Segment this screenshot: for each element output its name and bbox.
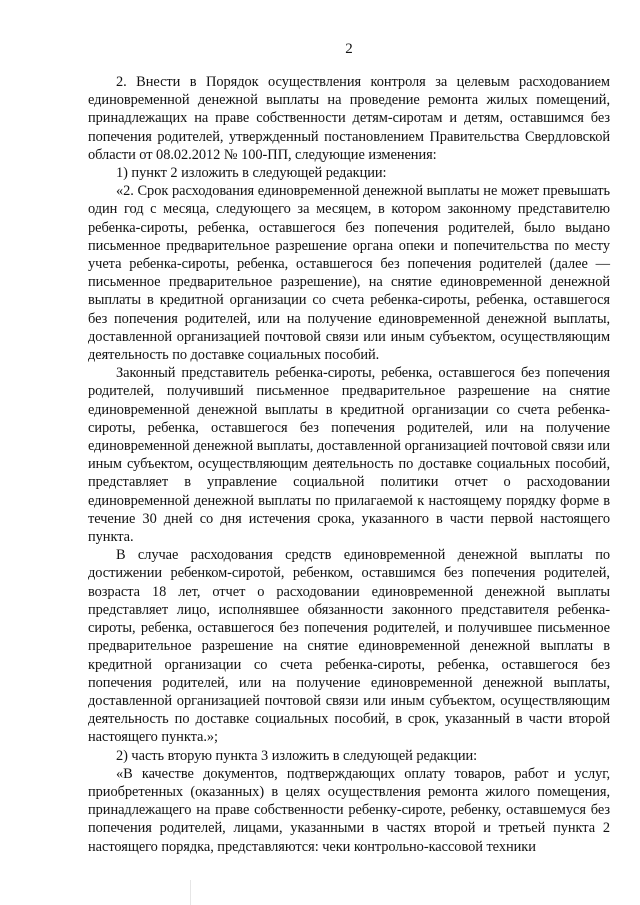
paragraph-amendment-intro: 2. Внести в Порядок осуществления контроля за целевым расходованием единовременной денежной выплаты на проведение ремонта жилых помещений, принадлежащих на праве собственности детям-сиротам и детям, оставшимся без попечения родителей, утвержденный постановлением Правительства Свердловской области от 08.02.2012 № 100-ПП, следующие изменения: bbox=[88, 74, 610, 163]
paragraph-legal-representative-report: Законный представитель ребенка-сироты, ребенка, оставшегося без попечения родителей, получивший письменное предварительное разрешение на снятие единовременной денежной выплаты в кредитной организации со счета ребенка-сироты, ребенка, оставшегося без попечения родителей, или на получение единовременной денежной выплаты, доставленной организацией почтовой связи или иным субъектом, осуществляющим деятельность по доставке социальных пособий, представляет в управление социальной политики отчет о расходовании единовременной денежной выплаты по прилагаемой к настоящему порядку форме в течение 30 дней со дня истечения срока, указанного в части первой настоящего пункта. bbox=[88, 365, 610, 546]
paragraph-age-18-case: В случае расходования средств единовременной денежной выплаты по достижении ребенком-сиротой, ребенком, оставшимся без попечения родителей, возраста 18 лет, отчет о расходовании единовременной денежной выплаты представляет лицо, исполнявшее обязанности законного представителя ребенка-сироты, ребенка, оставшегося без попечения родителей, и получившее письменное предварительное разрешение на снятие единовременной денежной выплаты в кредитной организации со счета ребенка-сироты, ребенка, оставшегося без попечения родителей, или на получение единовременной денежной выплаты, доставленной организацией почтовой связи или иным субъектом, осуществляющим деятельность по доставке социальных пособий, в срок, указанный в части второй настоящего пункта.»; bbox=[88, 547, 610, 746]
paragraph-clause-3-documents: «В качестве документов, подтверждающих оплату товаров, работ и услуг, приобретенных (оказанных) в целях осуществления ремонта жилого помещения, принадлежащего на праве собственности ребенку-сироте, ребенку, оставшемуся без попечения родителей, лицами, указанными в частях второй и третьей пункта 2 настоящего порядка, представляются: чеки контрольно-кассовой техники bbox=[88, 765, 610, 855]
document-page bbox=[88, 40, 610, 856]
paragraph-item-2-heading: 2) часть вторую пункта 3 изложить в следующей редакции: bbox=[116, 747, 478, 764]
paragraph-clause-2-term: «2. Срок расходования единовременной денежной выплаты не может превышать один год с месяца, следующего за месяцем, в котором законному представителю ребенка-сироты, ребенка, оставшегося без попечения родителей, было выдано письменное предварительное разрешение органа опеки и попечительства по месту учета ребенка-сироты, ребенка, оставшегося без попечения родителей (далее — письменное предварительное разрешение), на снятие единовременной денежной выплаты в кредитной организации со счета ребенка-сироты, ребенка, оставшегося без попечения родителей, или на получение единовременной денежной выплаты, доставленной организацией почтовой связи или иным субъектом, осуществляющим деятельность по доставке социальных пособий. bbox=[88, 183, 610, 364]
scan-artifact-line bbox=[190, 880, 191, 905]
paragraph-item-1-heading: 1) пункт 2 изложить в следующей редакции: bbox=[116, 165, 387, 182]
page-number: 2 bbox=[345, 41, 353, 57]
